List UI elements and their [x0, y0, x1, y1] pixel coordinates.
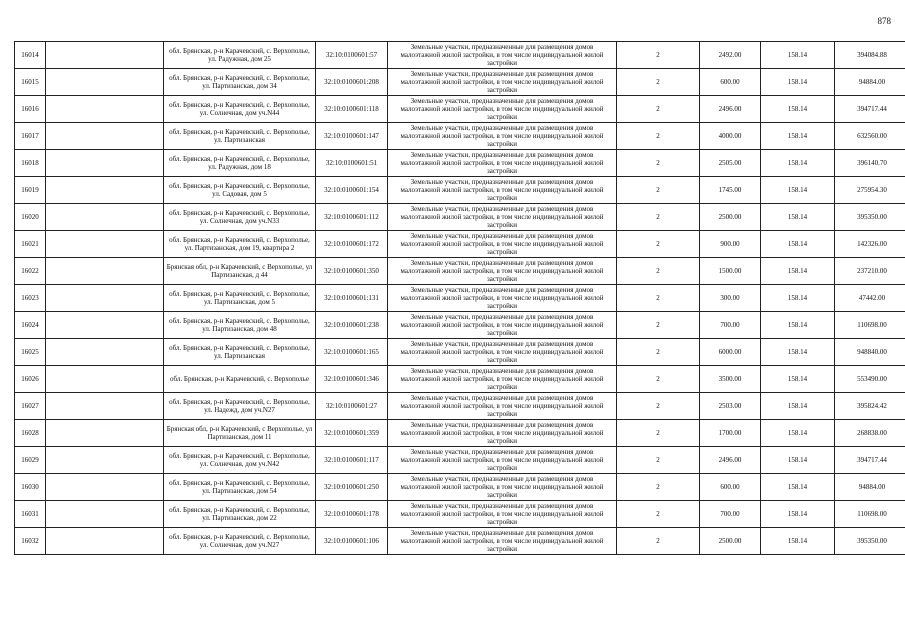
cell-empty	[46, 42, 164, 69]
cell-permitted-use: Земельные участки, предназначенные для размещения домов малоэтажной жилой застройки, в том числе индивидуальной жилой застройки	[388, 501, 617, 528]
table-row	[15, 528, 905, 555]
cell-cadastral-value: 396140.70	[835, 150, 905, 177]
cell-empty	[46, 123, 164, 150]
cell-category: 2	[617, 420, 700, 447]
cell-permitted-use: Земельные участки, предназначенные для размещения домов малоэтажной жилой застройки, в том числе индивидуальной жилой застройки	[388, 393, 617, 420]
cell-area: 300.00	[700, 285, 761, 312]
cell-address: обл. Брянская, р-н Карачевский, с. Верхополье, ул. Надежд, дом уч.N27	[164, 393, 316, 420]
cell-empty	[46, 204, 164, 231]
cell-object-id: 16024	[15, 312, 46, 339]
cell-area: 3500.00	[700, 366, 761, 393]
cell-category: 2	[617, 258, 700, 285]
cell-cadastral-value: 395350.00	[835, 528, 905, 555]
table-row	[15, 339, 905, 366]
cell-category: 2	[617, 204, 700, 231]
table-row	[15, 447, 905, 474]
cell-area: 2503.00	[700, 393, 761, 420]
cell-object-id: 16015	[15, 69, 46, 96]
cell-empty	[46, 420, 164, 447]
cell-permitted-use: Земельные участки, предназначенные для размещения домов малоэтажной жилой застройки, в том числе индивидуальной жилой застройки	[388, 528, 617, 555]
cell-rate: 158.14	[761, 474, 835, 501]
cell-category: 2	[617, 231, 700, 258]
cell-cadastral-number: 32:10:0100601:27	[316, 393, 388, 420]
cell-address: обл. Брянская, р-н Карачевский, с. Верхополье, ул. Радужная, дом 18	[164, 150, 316, 177]
cell-address: обл. Брянская, р-н Карачевский, с. Верхополье, ул. Партизанская, дом 54	[164, 474, 316, 501]
cell-cadastral-number: 32:10:0100601:51	[316, 150, 388, 177]
cell-permitted-use: Земельные участки, предназначенные для размещения домов малоэтажной жилой застройки, в том числе индивидуальной жилой застройки	[388, 177, 617, 204]
cell-object-id: 16027	[15, 393, 46, 420]
cell-cadastral-number: 32:10:0100601:172	[316, 231, 388, 258]
cell-category: 2	[617, 42, 700, 69]
cell-cadastral-value: 394084.88	[835, 42, 905, 69]
cell-address: Брянская обл, р-н Карачевский, с Верхополье, ул Партизанская, дом 11	[164, 420, 316, 447]
cell-area: 6000.00	[700, 339, 761, 366]
cell-area: 600.00	[700, 69, 761, 96]
table-row	[15, 258, 905, 285]
cell-address: обл. Брянская, р-н Карачевский, с. Верхополье, ул. Партизанская, дом 5	[164, 285, 316, 312]
cell-category: 2	[617, 150, 700, 177]
cell-empty	[46, 231, 164, 258]
cell-cadastral-number: 32:10:0100601:117	[316, 447, 388, 474]
table-row	[15, 42, 905, 69]
cell-address: обл. Брянская, р-н Карачевский, с. Верхополье, ул. Солнечная, дом уч.N44	[164, 96, 316, 123]
cell-address: обл. Брянская, р-н Карачевский, с. Верхополье, ул. Солнечная, дом уч.N42	[164, 447, 316, 474]
cell-object-id: 16025	[15, 339, 46, 366]
table-row	[15, 96, 905, 123]
cell-area: 900.00	[700, 231, 761, 258]
cell-permitted-use: Земельные участки, предназначенные для размещения домов малоэтажной жилой застройки, в том числе индивидуальной жилой застройки	[388, 474, 617, 501]
cell-cadastral-value: 94884.00	[835, 474, 905, 501]
cell-address: обл. Брянская, р-н Карачевский, с. Верхополье	[164, 366, 316, 393]
cell-address: обл. Брянская, р-н Карачевский, с. Верхополье, ул. Солнечная, дом уч.N33	[164, 204, 316, 231]
cell-category: 2	[617, 474, 700, 501]
cell-permitted-use: Земельные участки, предназначенные для размещения домов малоэтажной жилой застройки, в том числе индивидуальной жилой застройки	[388, 258, 617, 285]
cell-address: Брянская обл, р-н Карачевский, с Верхополье, ул Партизанская, д 44	[164, 258, 316, 285]
cell-address: обл. Брянская, р-н Карачевский, с. Верхополье, ул. Партизанская	[164, 339, 316, 366]
cell-category: 2	[617, 528, 700, 555]
cell-rate: 158.14	[761, 42, 835, 69]
cell-cadastral-number: 32:10:0100601:106	[316, 528, 388, 555]
cell-rate: 158.14	[761, 528, 835, 555]
cell-address: обл. Брянская, р-н Карачевский, с. Верхополье, ул. Солнечная, дом уч.N27	[164, 528, 316, 555]
cell-cadastral-value: 948840.00	[835, 339, 905, 366]
cell-object-id: 16017	[15, 123, 46, 150]
cell-category: 2	[617, 447, 700, 474]
cell-cadastral-number: 32:10:0100601:178	[316, 501, 388, 528]
cell-area: 2500.00	[700, 204, 761, 231]
table-row	[15, 150, 905, 177]
cell-permitted-use: Земельные участки, предназначенные для размещения домов малоэтажной жилой застройки, в том числе индивидуальной жилой застройки	[388, 123, 617, 150]
cell-area: 2505.00	[700, 150, 761, 177]
cell-permitted-use: Земельные участки, предназначенные для размещения домов малоэтажной жилой застройки, в том числе индивидуальной жилой застройки	[388, 69, 617, 96]
cell-object-id: 16016	[15, 96, 46, 123]
cell-rate: 158.14	[761, 312, 835, 339]
page-number: 878	[877, 16, 891, 26]
cell-cadastral-value: 268838.00	[835, 420, 905, 447]
table-row	[15, 474, 905, 501]
cell-object-id: 16031	[15, 501, 46, 528]
cell-cadastral-number: 32:10:0100601:165	[316, 339, 388, 366]
cell-area: 1500.00	[700, 258, 761, 285]
cell-empty	[46, 177, 164, 204]
cell-address: обл. Брянская, р-н Карачевский, с. Верхополье, ул. Партизанская	[164, 123, 316, 150]
cell-address: обл. Брянская, р-н Карачевский, с. Верхополье, ул. Партизанская, дом 22	[164, 501, 316, 528]
cell-rate: 158.14	[761, 231, 835, 258]
cell-rate: 158.14	[761, 420, 835, 447]
cell-empty	[46, 285, 164, 312]
cell-area: 2492.00	[700, 42, 761, 69]
cell-object-id: 16028	[15, 420, 46, 447]
cell-permitted-use: Земельные участки, предназначенные для размещения домов малоэтажной жилой застройки, в том числе индивидуальной жилой застройки	[388, 204, 617, 231]
cell-object-id: 16023	[15, 285, 46, 312]
cell-permitted-use: Земельные участки, предназначенные для размещения домов малоэтажной жилой застройки, в том числе индивидуальной жилой застройки	[388, 231, 617, 258]
cell-object-id: 16026	[15, 366, 46, 393]
table-row	[15, 285, 905, 312]
cell-object-id: 16019	[15, 177, 46, 204]
cell-area: 600.00	[700, 474, 761, 501]
cell-permitted-use: Земельные участки, предназначенные для размещения домов малоэтажной жилой застройки, в том числе индивидуальной жилой застройки	[388, 312, 617, 339]
cell-cadastral-value: 395350.00	[835, 204, 905, 231]
cell-rate: 158.14	[761, 393, 835, 420]
cell-cadastral-value: 275954.30	[835, 177, 905, 204]
cell-cadastral-number: 32:10:0100601:131	[316, 285, 388, 312]
cell-area: 1700.00	[700, 420, 761, 447]
cell-area: 4000.00	[700, 123, 761, 150]
cell-object-id: 16032	[15, 528, 46, 555]
cell-object-id: 16021	[15, 231, 46, 258]
cell-address: обл. Брянская, р-н Карачевский, с. Верхополье, ул. Радужная, дом 25	[164, 42, 316, 69]
cell-cadastral-value: 394717.44	[835, 447, 905, 474]
cell-cadastral-number: 32:10:0100601:112	[316, 204, 388, 231]
cell-permitted-use: Земельные участки, предназначенные для размещения домов малоэтажной жилой застройки, в том числе индивидуальной жилой застройки	[388, 420, 617, 447]
cell-rate: 158.14	[761, 123, 835, 150]
cell-permitted-use: Земельные участки, предназначенные для размещения домов малоэтажной жилой застройки, в том числе индивидуальной жилой застройки	[388, 150, 617, 177]
cell-area: 2496.00	[700, 96, 761, 123]
table-row	[15, 420, 905, 447]
cell-rate: 158.14	[761, 285, 835, 312]
cell-address: обл. Брянская, р-н Карачевский, с. Верхополье, ул. Партизанская, дом 48	[164, 312, 316, 339]
registry-table-body	[15, 42, 905, 555]
cell-permitted-use: Земельные участки, предназначенные для размещения домов малоэтажной жилой застройки, в том числе индивидуальной жилой застройки	[388, 366, 617, 393]
cell-object-id: 16014	[15, 42, 46, 69]
cell-rate: 158.14	[761, 150, 835, 177]
cell-cadastral-value: 110698.00	[835, 501, 905, 528]
cell-rate: 158.14	[761, 447, 835, 474]
cell-cadastral-value: 142326.00	[835, 231, 905, 258]
cell-address: обл. Брянская, р-н Карачевский, с. Верхополье, ул. Садовая, дом 5	[164, 177, 316, 204]
cell-empty	[46, 312, 164, 339]
cell-empty	[46, 150, 164, 177]
cell-cadastral-number: 32:10:0100601:346	[316, 366, 388, 393]
cell-rate: 158.14	[761, 96, 835, 123]
cell-cadastral-value: 632560.00	[835, 123, 905, 150]
cell-area: 700.00	[700, 501, 761, 528]
cell-empty	[46, 501, 164, 528]
cell-area: 700.00	[700, 312, 761, 339]
cell-category: 2	[617, 501, 700, 528]
cell-rate: 158.14	[761, 177, 835, 204]
cell-category: 2	[617, 285, 700, 312]
cell-cadastral-value: 110698.00	[835, 312, 905, 339]
cell-object-id: 16022	[15, 258, 46, 285]
cell-area: 2500.00	[700, 528, 761, 555]
cell-empty	[46, 366, 164, 393]
cell-area: 1745.00	[700, 177, 761, 204]
cell-permitted-use: Земельные участки, предназначенные для размещения домов малоэтажной жилой застройки, в том числе индивидуальной жилой застройки	[388, 339, 617, 366]
table-row	[15, 366, 905, 393]
cell-area: 2496.00	[700, 447, 761, 474]
table-row	[15, 177, 905, 204]
table-row	[15, 231, 905, 258]
table-row	[15, 501, 905, 528]
cell-rate: 158.14	[761, 366, 835, 393]
cell-cadastral-number: 32:10:0100601:350	[316, 258, 388, 285]
cell-cadastral-value: 94884.00	[835, 69, 905, 96]
cell-cadastral-number: 32:10:0100601:359	[316, 420, 388, 447]
cell-category: 2	[617, 339, 700, 366]
cell-category: 2	[617, 69, 700, 96]
cell-empty	[46, 69, 164, 96]
cell-empty	[46, 447, 164, 474]
cell-cadastral-value: 47442.00	[835, 285, 905, 312]
cell-permitted-use: Земельные участки, предназначенные для размещения домов малоэтажной жилой застройки, в том числе индивидуальной жилой застройки	[388, 96, 617, 123]
land-registry-table	[14, 41, 905, 555]
cell-permitted-use: Земельные участки, предназначенные для размещения домов малоэтажной жилой застройки, в том числе индивидуальной жилой застройки	[388, 42, 617, 69]
cell-rate: 158.14	[761, 258, 835, 285]
cell-object-id: 16020	[15, 204, 46, 231]
cell-category: 2	[617, 123, 700, 150]
cell-cadastral-value: 394717.44	[835, 96, 905, 123]
cell-category: 2	[617, 96, 700, 123]
cell-address: обл. Брянская, р-н Карачевский, с. Верхополье, ул. Партизанская, дом 19, квартира 2	[164, 231, 316, 258]
cell-empty	[46, 528, 164, 555]
table-row	[15, 69, 905, 96]
cell-cadastral-number: 32:10:0100601:118	[316, 96, 388, 123]
cell-cadastral-value: 553490.00	[835, 366, 905, 393]
cell-empty	[46, 339, 164, 366]
table-row	[15, 123, 905, 150]
cell-cadastral-number: 32:10:0100601:57	[316, 42, 388, 69]
table-row	[15, 312, 905, 339]
cell-cadastral-number: 32:10:0100601:154	[316, 177, 388, 204]
cell-rate: 158.14	[761, 69, 835, 96]
cell-category: 2	[617, 393, 700, 420]
cell-cadastral-value: 395824.42	[835, 393, 905, 420]
cell-cadastral-number: 32:10:0100601:208	[316, 69, 388, 96]
cell-rate: 158.14	[761, 339, 835, 366]
cell-category: 2	[617, 312, 700, 339]
cell-empty	[46, 96, 164, 123]
cell-empty	[46, 474, 164, 501]
cell-category: 2	[617, 366, 700, 393]
cell-object-id: 16029	[15, 447, 46, 474]
table-row	[15, 393, 905, 420]
cell-rate: 158.14	[761, 501, 835, 528]
cell-object-id: 16030	[15, 474, 46, 501]
cell-empty	[46, 393, 164, 420]
cell-cadastral-number: 32:10:0100601:238	[316, 312, 388, 339]
table-row	[15, 204, 905, 231]
cell-empty	[46, 258, 164, 285]
cell-category: 2	[617, 177, 700, 204]
cell-rate: 158.14	[761, 204, 835, 231]
cell-address: обл. Брянская, р-н Карачевский, с. Верхополье, ул. Партизанская, дом 34	[164, 69, 316, 96]
cell-permitted-use: Земельные участки, предназначенные для размещения домов малоэтажной жилой застройки, в том числе индивидуальной жилой застройки	[388, 447, 617, 474]
cell-cadastral-number: 32:10:0100601:147	[316, 123, 388, 150]
cell-cadastral-value: 237210.00	[835, 258, 905, 285]
cell-object-id: 16018	[15, 150, 46, 177]
cell-cadastral-number: 32:10:0100601:250	[316, 474, 388, 501]
cell-permitted-use: Земельные участки, предназначенные для размещения домов малоэтажной жилой застройки, в том числе индивидуальной жилой застройки	[388, 285, 617, 312]
